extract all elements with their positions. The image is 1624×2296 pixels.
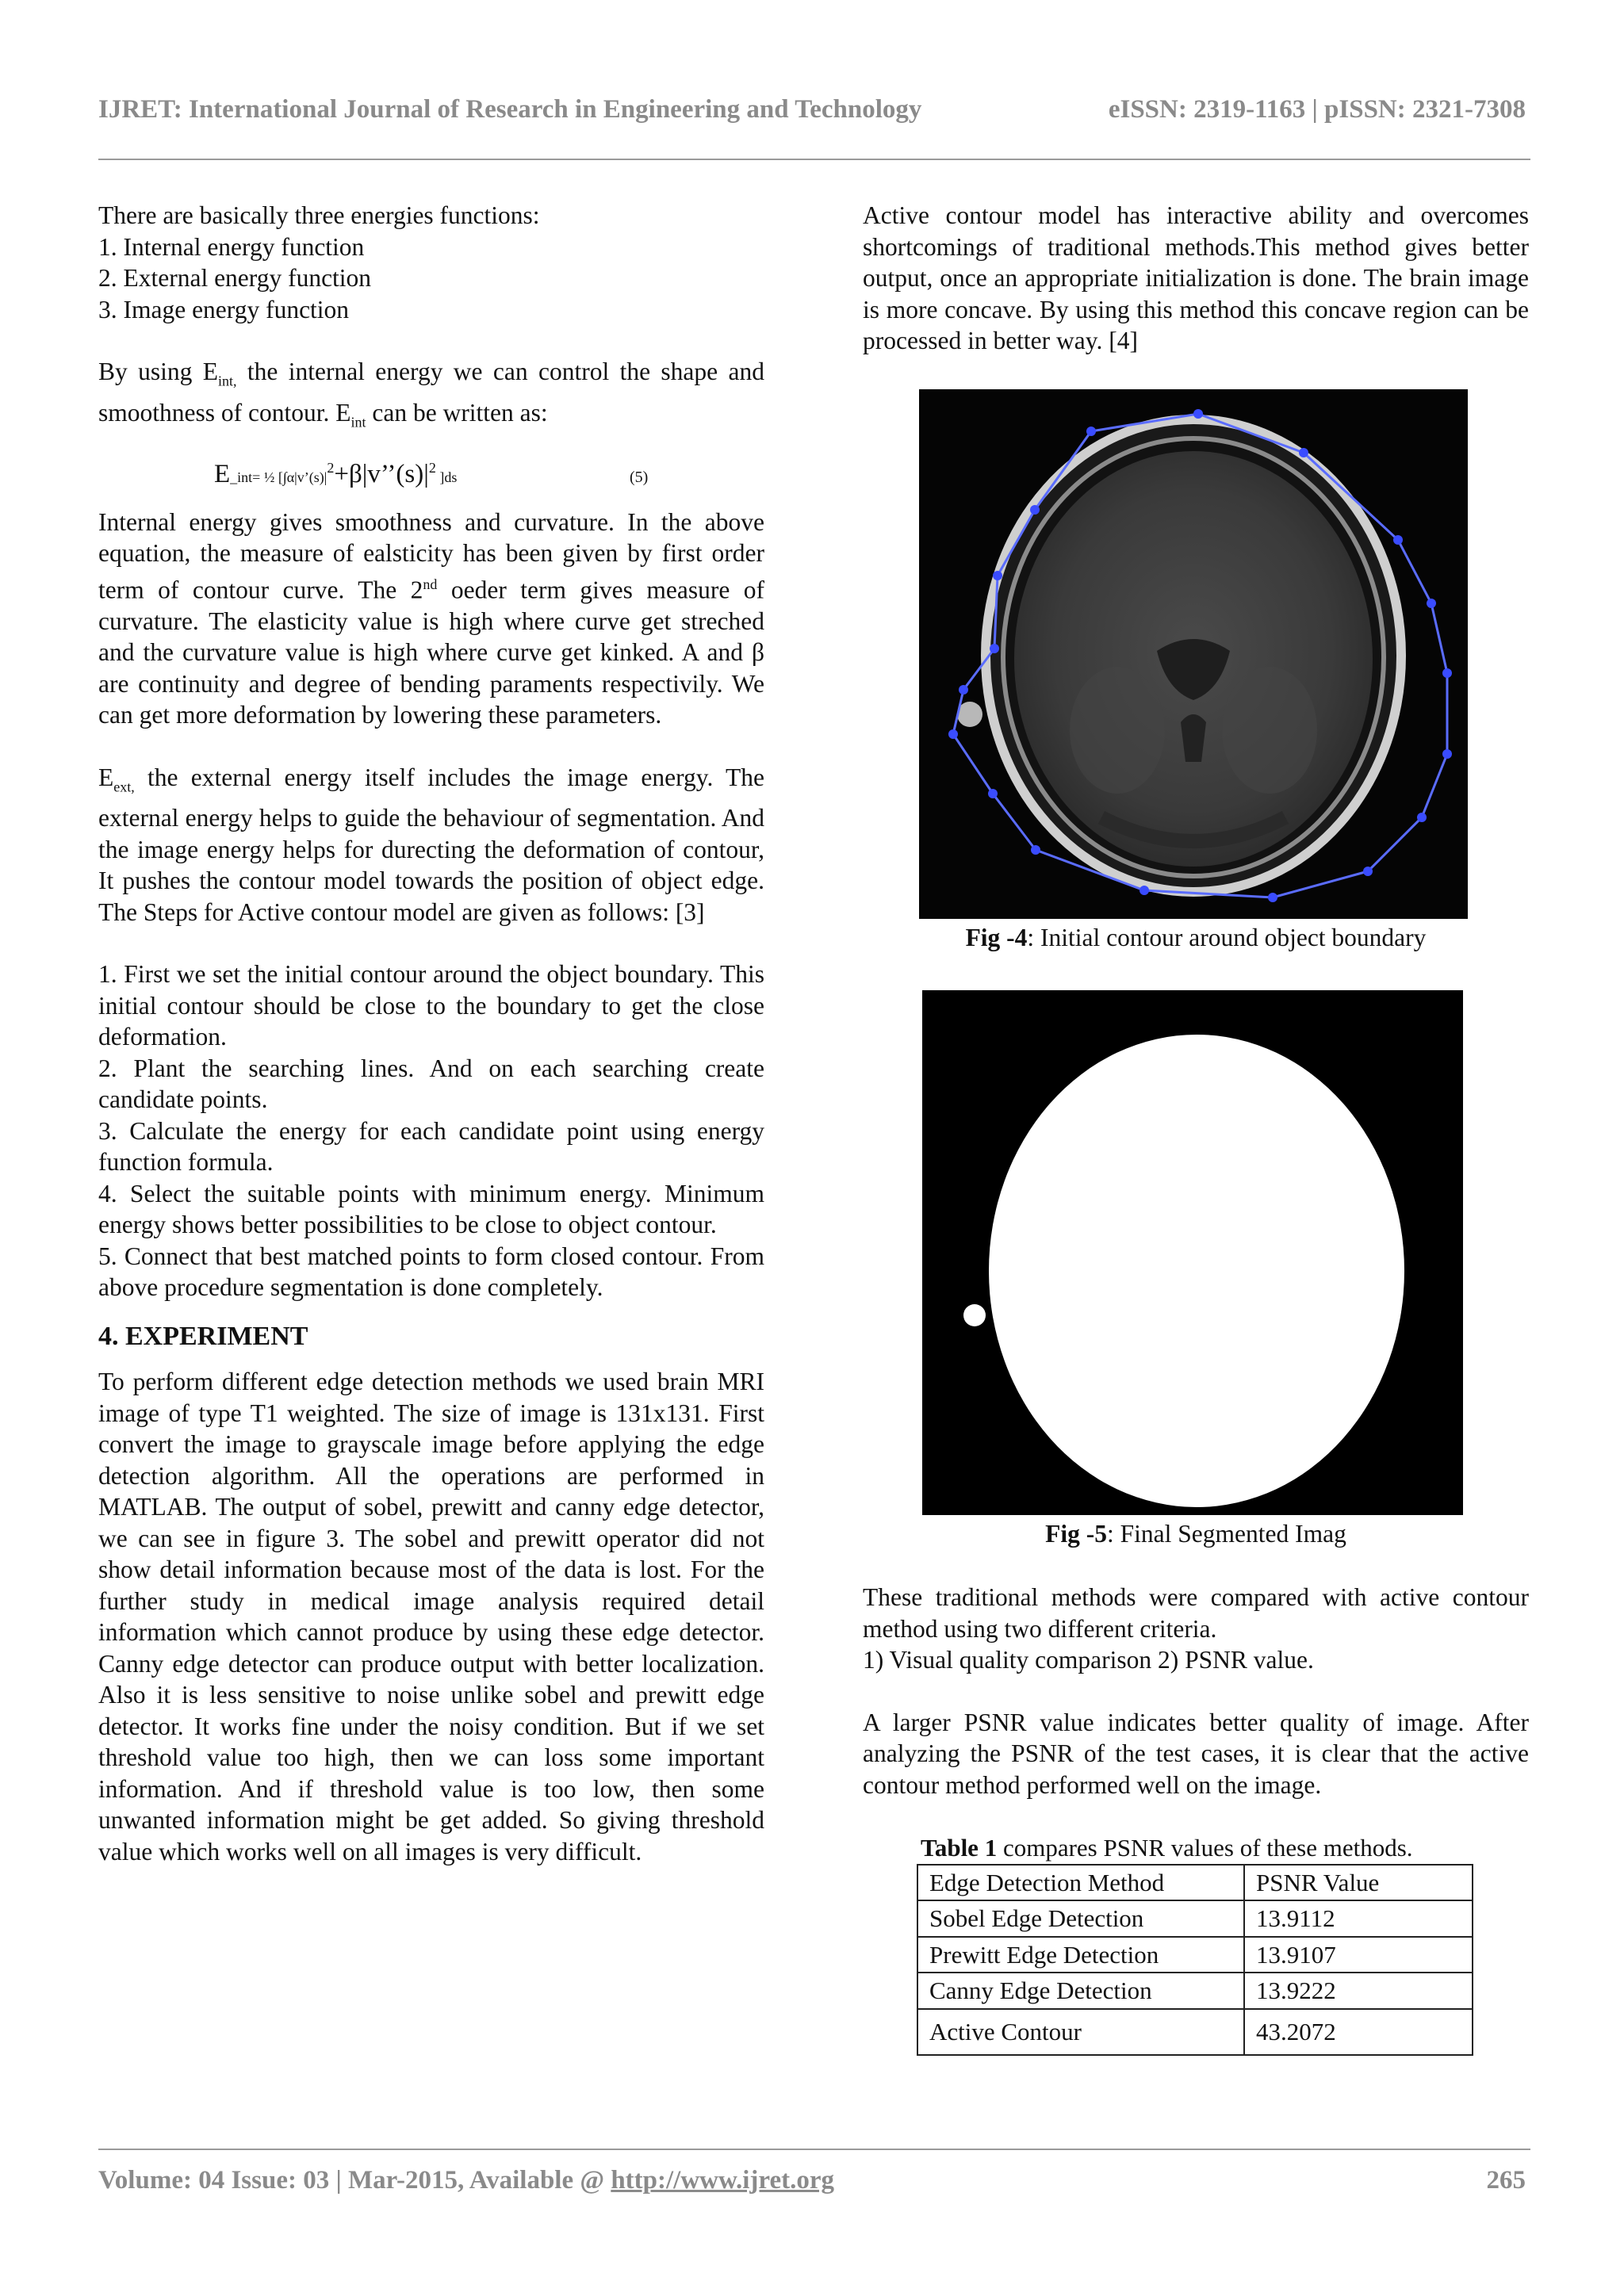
comparison-paragraph: These traditional methods were compared with active contour method using two different criteria. xyxy=(863,1583,1529,1643)
table-header-row xyxy=(917,1865,1473,1901)
table-row xyxy=(917,2009,1473,2055)
table-caption: Table 1 compares PSNR values of these methods. xyxy=(921,1834,1413,1862)
footer-rule xyxy=(98,2149,1530,2150)
issn-info: eISSN: 2319-1163 | pISSN: 2321-7308 xyxy=(1108,95,1526,124)
table-row xyxy=(917,1937,1473,1973)
table-cell: Canny Edge Detection xyxy=(917,1973,1244,2009)
table-row xyxy=(917,1900,1473,1937)
step-item: 2. Plant the searching lines. And on each searching create candidate points. xyxy=(98,1054,764,1114)
fig4-caption: Fig -4: Initial contour around object boundary xyxy=(965,924,1427,951)
step-item: 5. Connect that best matched points to form closed contour. From above procedure segmentation is done completely. xyxy=(98,1242,764,1302)
list-item: 3. Image energy function xyxy=(98,295,350,323)
fig5-caption: Fig -5: Final Segmented Imag xyxy=(1045,1520,1346,1548)
table-header-cell: Edge Detection Method xyxy=(917,1865,1244,1901)
journal-title: IJRET: International Journal of Research in Engineering and Technology xyxy=(98,95,922,124)
journal-link[interactable]: http://www.ijret.org xyxy=(611,2166,834,2195)
header-rule xyxy=(98,159,1530,160)
active-contour-paragraph: Active contour model has interactive ability and overcomes shortcomings of traditional methods.This method gives better output, once an appropriate initialization is done. The brain image is more concave. By using this method this concave region can be processed in better way. [4] xyxy=(863,201,1529,354)
fig4-mri-image xyxy=(919,389,1468,919)
equation-number: (5) xyxy=(630,468,649,486)
step-item: 1. First we set the initial contour around the object boundary. This initial contour should be close to the boundary to get the close deformation. xyxy=(98,960,764,1051)
right-column-lower xyxy=(863,1582,1529,2056)
equation-5 xyxy=(98,438,764,507)
left-column xyxy=(98,200,764,1867)
section-title: 4. EXPERIMENT xyxy=(98,1321,308,1351)
external-energy-paragraph: $E_{ext,}$ the external energy itself includes the image energy. The external energy helps to guide the behaviour of segmentation. And the image energy helps for durecting the deformation of contour, It pushes the contour model towards the position of object edge. The Steps for Active contour model are given as follows: [3] xyxy=(98,763,764,926)
table-cell: Sobel Edge Detection xyxy=(917,1900,1244,1937)
table-cell: 13.9107 xyxy=(1244,1937,1473,1973)
table-cell: Prewitt Edge Detection xyxy=(917,1937,1244,1973)
equation-expression: E_int= ½ [$\int\alpha|v’(s)|^2+\beta|v’’(s)|^2$ ]ds xyxy=(214,459,458,488)
table-header-cell: PSNR Value xyxy=(1244,1865,1473,1901)
table-cell: Active Contour xyxy=(917,2009,1244,2055)
intro-text: There are basically three energies functions: xyxy=(98,201,540,229)
psnr-paragraph: A larger PSNR value indicates better quality of image. After analyzing the PSNR of the test cases, it is clear that the active contour method performed well on the image. xyxy=(863,1708,1529,1799)
page-number: 265 xyxy=(1486,2166,1526,2195)
step-item: 4. Select the suitable points with minimum energy. Minimum energy shows better possibilities to be close to object contour. xyxy=(98,1179,764,1239)
table-row xyxy=(917,1973,1473,2009)
page-footer xyxy=(98,2166,1526,2206)
psnr-table xyxy=(917,1864,1473,2056)
internal-energy-paragraph: Internal energy gives smoothness and curvature. In the above equation, the measure of ealsticity has been given by first order term of contour curve. The 2nd oeder term gives measure of curvature. The elasticity value is high where curve get streched and the curvature value is high where curve get kinked. A and β are continuity and degree of bending paraments respectivily. We can get more deformation by lowering these parameters. xyxy=(98,507,764,729)
table-cell: 13.9112 xyxy=(1244,1900,1473,1937)
fig5-segmented-image xyxy=(917,985,1468,1520)
table-cell: 43.2072 xyxy=(1244,2009,1473,2055)
right-column xyxy=(863,200,1529,357)
experiment-paragraph: To perform different edge detection methods we used brain MRI image of type T1 weighted. The size of image is 131x131. First convert the image to grayscale image before applying the edge detection algorithm. All the operations are performed in MATLAB. The output of sobel, prewitt and canny edge detector, we can see in figure 3. The sobel and prewitt operator did not show detail information because most of the data is lost. For the further study in medical image analysis required detail information which cannot produce by using these edge detector. Canny edge detector can produce output with better localization. Also it is less sensitive to noise unlike sobel and prewitt edge detector. It works fine under the noisy condition. But if we set threshold value too high, then we can loss some important information. And if threshold value is too low, then some unwanted information might be get added. So giving threshold value which works well on all images is very difficult. xyxy=(98,1368,764,1866)
page-header xyxy=(98,95,1526,140)
eint-paragraph: By using $E_{int,}$ the internal energy we can control the shape and smoothness of contour. $E_{int}$ can be written as: xyxy=(98,358,764,430)
step-item: 3. Calculate the energy for each candidate point using energy function formula. xyxy=(98,1116,764,1177)
table-cell: 13.9222 xyxy=(1244,1973,1473,2009)
list-item: 2. External energy function xyxy=(98,264,372,292)
criteria-text: 1) Visual quality comparison 2) PSNR value. xyxy=(863,1646,1314,1674)
list-item: 1. Internal energy function xyxy=(98,232,365,261)
volume-info: Volume: 04 Issue: 03 | Mar-2015, Available @ http://www.ijret.org xyxy=(98,2166,834,2195)
